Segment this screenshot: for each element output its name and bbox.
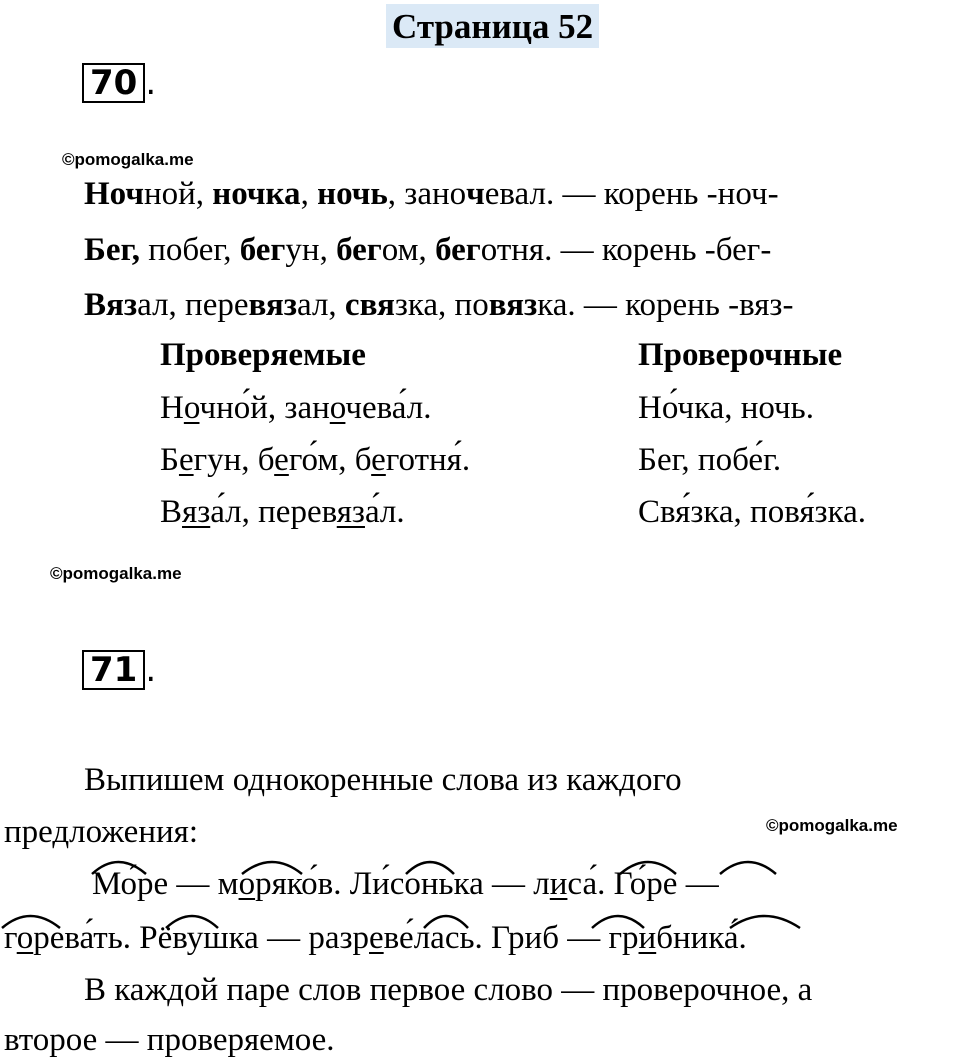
column-header-checked: Проверяемые: [160, 337, 366, 373]
ex71-pairs-line-2: горева́ть. Рёвушка — разреве́лась. Гриб — грибника́.: [4, 920, 747, 956]
checking-row-3: Свя́зка, повя́зка.: [638, 494, 867, 530]
ex71-conclusion-line-2: второе — проверяемое.: [4, 1022, 335, 1058]
page-title: Страница 52: [386, 4, 599, 48]
checked-row-3: Вяза́л, перевяза́л.: [160, 494, 405, 530]
ex71-intro-line-1: Выпишем однокоренные слова из каждого: [84, 762, 682, 798]
ex70-line-1: Ночной, ночка, ночь, заночевал. — корень -ноч-: [84, 176, 779, 212]
checking-row-2: Бег, побе́г.: [638, 442, 782, 478]
ex71-conclusion-line-1: В каждой паре слов первое слово — проверочное, а: [84, 972, 813, 1008]
ex70-line-3: Вязал, перевязал, связка, повязка. — корень -вяз-: [84, 287, 794, 323]
ex71-intro-line-2: предложения:: [4, 814, 198, 850]
checking-row-1: Но́чка, ночь.: [638, 390, 814, 426]
ex71-pairs-line-1: Мо́ре — моряко́в. Ли́сонька — лиса́. Го́ре —: [92, 866, 719, 902]
watermark: ©pomogalka.me: [766, 816, 898, 835]
exercise-number-71: 71 .: [82, 650, 156, 690]
watermark: ©pomogalka.me: [62, 150, 194, 169]
column-header-checking: Проверочные: [638, 337, 843, 373]
watermark: ©pomogalka.me: [50, 564, 182, 583]
ex70-line-2: Бег, побег, бегун, бегом, беготня. — корень -бег-: [84, 232, 772, 268]
checked-row-1: Ночно́й, заночева́л.: [160, 390, 432, 426]
exercise-number-70: 70 .: [82, 63, 156, 103]
checked-row-2: Бегун, бего́м, беготня́.: [160, 442, 471, 478]
